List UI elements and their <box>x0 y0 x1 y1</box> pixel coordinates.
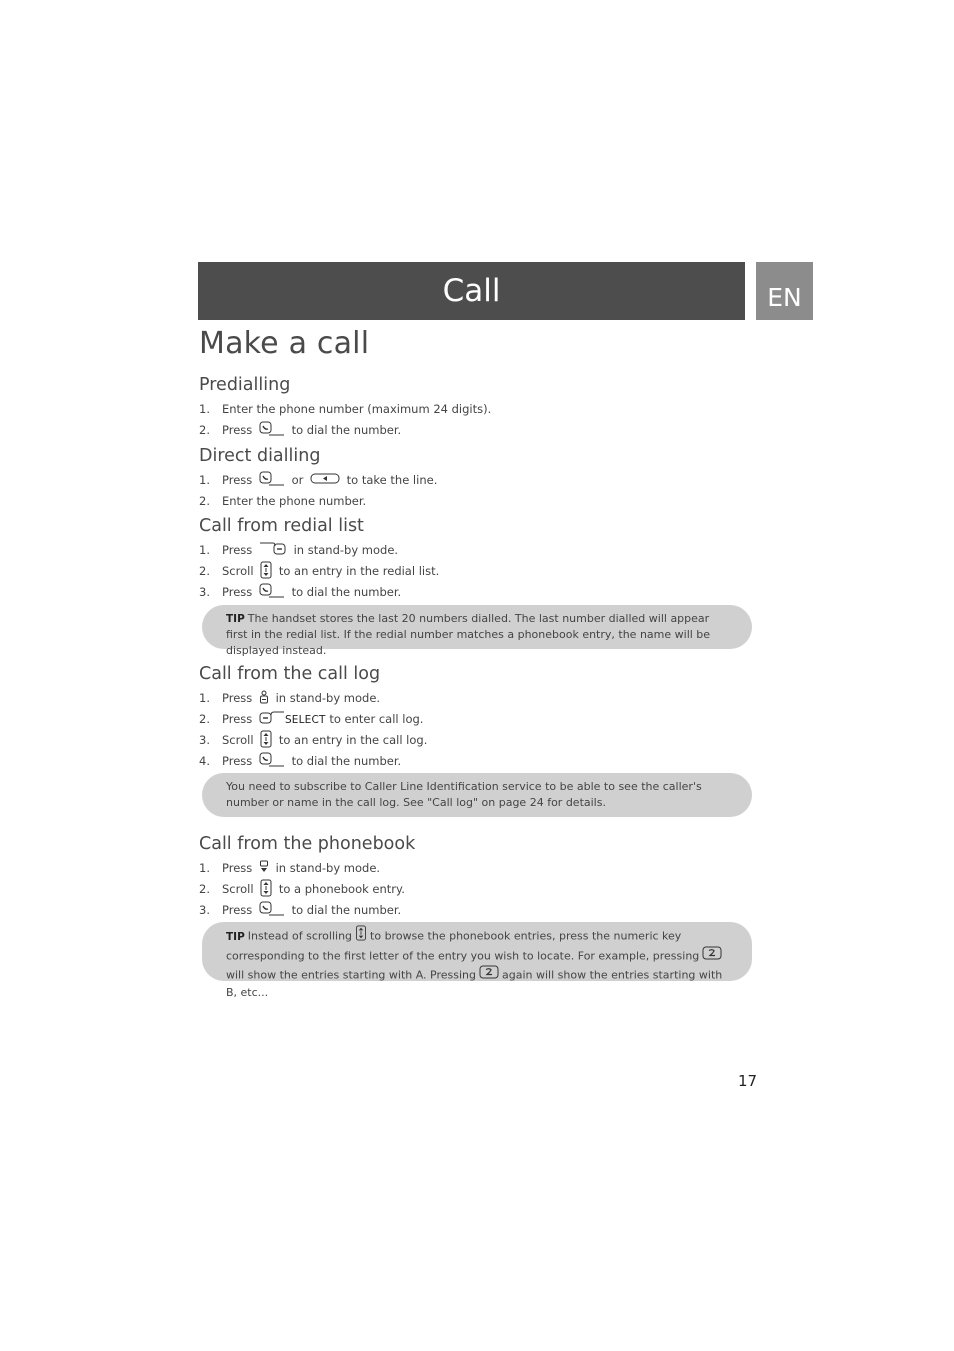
step-text: to an entry in the redial list. <box>278 564 440 578</box>
section-phonebook <box>199 833 759 921</box>
scroll-key-icon <box>260 561 272 579</box>
numeric-key-2-icon <box>702 946 722 965</box>
tip-text: Instead of scrolling <box>247 929 353 943</box>
scroll-key-icon <box>260 879 272 897</box>
section-heading: Predialling <box>199 375 291 395</box>
step-text: to a phonebook entry. <box>278 882 405 896</box>
section-redial-list <box>199 515 759 603</box>
step-item <box>199 470 759 491</box>
step-text: Press <box>222 423 253 437</box>
step-text: to take the line. <box>346 473 438 487</box>
scroll-key-icon <box>260 730 272 748</box>
page-title: Make a call <box>199 326 370 361</box>
tip-text: to browse the phonebook entries, press the numeric key corresponding to the first letter of the entry you wish to locate. For example, pressing <box>226 929 700 963</box>
step-number: 2. <box>199 564 210 578</box>
step-number: 2. <box>199 882 210 896</box>
call-log-key-icon <box>259 690 269 704</box>
step-number: 1. <box>199 473 210 487</box>
note-box <box>202 773 752 817</box>
scroll-key-icon <box>355 925 367 946</box>
talk-key-icon <box>259 583 285 599</box>
section-heading: Call from the phonebook <box>199 834 416 854</box>
step-item <box>199 582 759 603</box>
talk-key-icon <box>259 901 285 917</box>
step-item <box>199 688 759 709</box>
step-text: Scroll <box>222 564 254 578</box>
section-heading: Direct dialling <box>199 446 321 466</box>
step-text: Scroll <box>222 733 254 747</box>
step-number: 1. <box>199 543 210 557</box>
step-number: 2. <box>199 423 210 437</box>
step-number: 1. <box>199 861 210 875</box>
step-item <box>199 420 759 441</box>
right-softkey-icon <box>259 541 287 557</box>
step-text: Press <box>222 473 253 487</box>
section-predialling <box>199 374 759 441</box>
step-text: Press <box>222 691 253 705</box>
step-item <box>199 561 759 582</box>
step-number: 3. <box>199 733 210 747</box>
section-heading: Call from the call log <box>199 664 381 684</box>
step-item <box>199 879 759 900</box>
step-text: Scroll <box>222 882 254 896</box>
step-number: 3. <box>199 903 210 917</box>
step-item <box>199 399 759 420</box>
step-number: 3. <box>199 585 210 599</box>
select-key-label: SELECT <box>284 714 326 726</box>
handsfree-key-icon <box>310 473 340 485</box>
step-text: Press <box>222 903 253 917</box>
step-item <box>199 730 759 751</box>
step-text: to dial the number. <box>291 423 402 437</box>
step-number: 4. <box>199 754 210 768</box>
step-text: in stand-by mode. <box>293 543 399 557</box>
tip-text: again will show the entries starting with B, etc... <box>226 968 723 999</box>
step-text: to an entry in the call log. <box>278 733 428 747</box>
section-call-log <box>199 663 759 772</box>
tip-label: TIP <box>226 613 245 625</box>
step-number: 2. <box>199 712 210 726</box>
step-text: Press <box>222 861 253 875</box>
step-text: to dial the number. <box>291 585 402 599</box>
note-text: You need to subscribe to Caller Line Identification service to be able to see the caller's number or name in the call log. See "Call log" on page 24 for details. <box>226 780 702 809</box>
tip-box <box>202 922 752 999</box>
language-label: EN <box>767 283 802 312</box>
step-item <box>199 540 759 561</box>
step-item <box>199 491 759 512</box>
phonebook-key-icon <box>259 860 269 874</box>
tip-text: will show the entries starting with A. Pressing <box>226 968 477 982</box>
tip-text: The handset stores the last 20 numbers dialled. The last number dialled will appear first in the redial list. If the redial number matches a phonebook entry, the name will be displayed instead. <box>226 612 711 657</box>
talk-key-icon <box>259 752 285 768</box>
step-number: 1. <box>199 402 210 416</box>
language-tab <box>756 262 813 320</box>
talk-key-icon <box>259 421 285 437</box>
step-number: 1. <box>199 691 210 705</box>
chapter-header <box>198 262 745 320</box>
step-text: to dial the number. <box>291 903 402 917</box>
step-text: Enter the phone number. <box>222 494 367 508</box>
step-number: 2. <box>199 494 210 508</box>
step-text: or <box>291 473 304 487</box>
step-item <box>199 751 759 772</box>
step-text: Press <box>222 712 253 726</box>
step-text: in stand-by mode. <box>275 691 381 705</box>
left-softkey-icon <box>259 710 285 726</box>
step-text: to enter call log. <box>329 712 424 726</box>
step-item <box>199 709 759 730</box>
chapter-title: Call <box>442 273 501 309</box>
page-number: 17 <box>738 1072 758 1090</box>
numeric-key-2-icon <box>479 965 499 984</box>
step-item <box>199 900 759 921</box>
talk-key-icon <box>259 471 285 487</box>
step-text: Press <box>222 754 253 768</box>
step-text: Enter the phone number (maximum 24 digits). <box>222 402 492 416</box>
step-text: Press <box>222 543 253 557</box>
tip-box <box>202 605 752 657</box>
step-text: in stand-by mode. <box>275 861 381 875</box>
section-heading: Call from redial list <box>199 516 364 536</box>
step-item <box>199 858 759 879</box>
section-direct-dialling <box>199 445 759 512</box>
step-text: Press <box>222 585 253 599</box>
tip-label: TIP <box>226 930 245 943</box>
step-text: to dial the number. <box>291 754 402 768</box>
